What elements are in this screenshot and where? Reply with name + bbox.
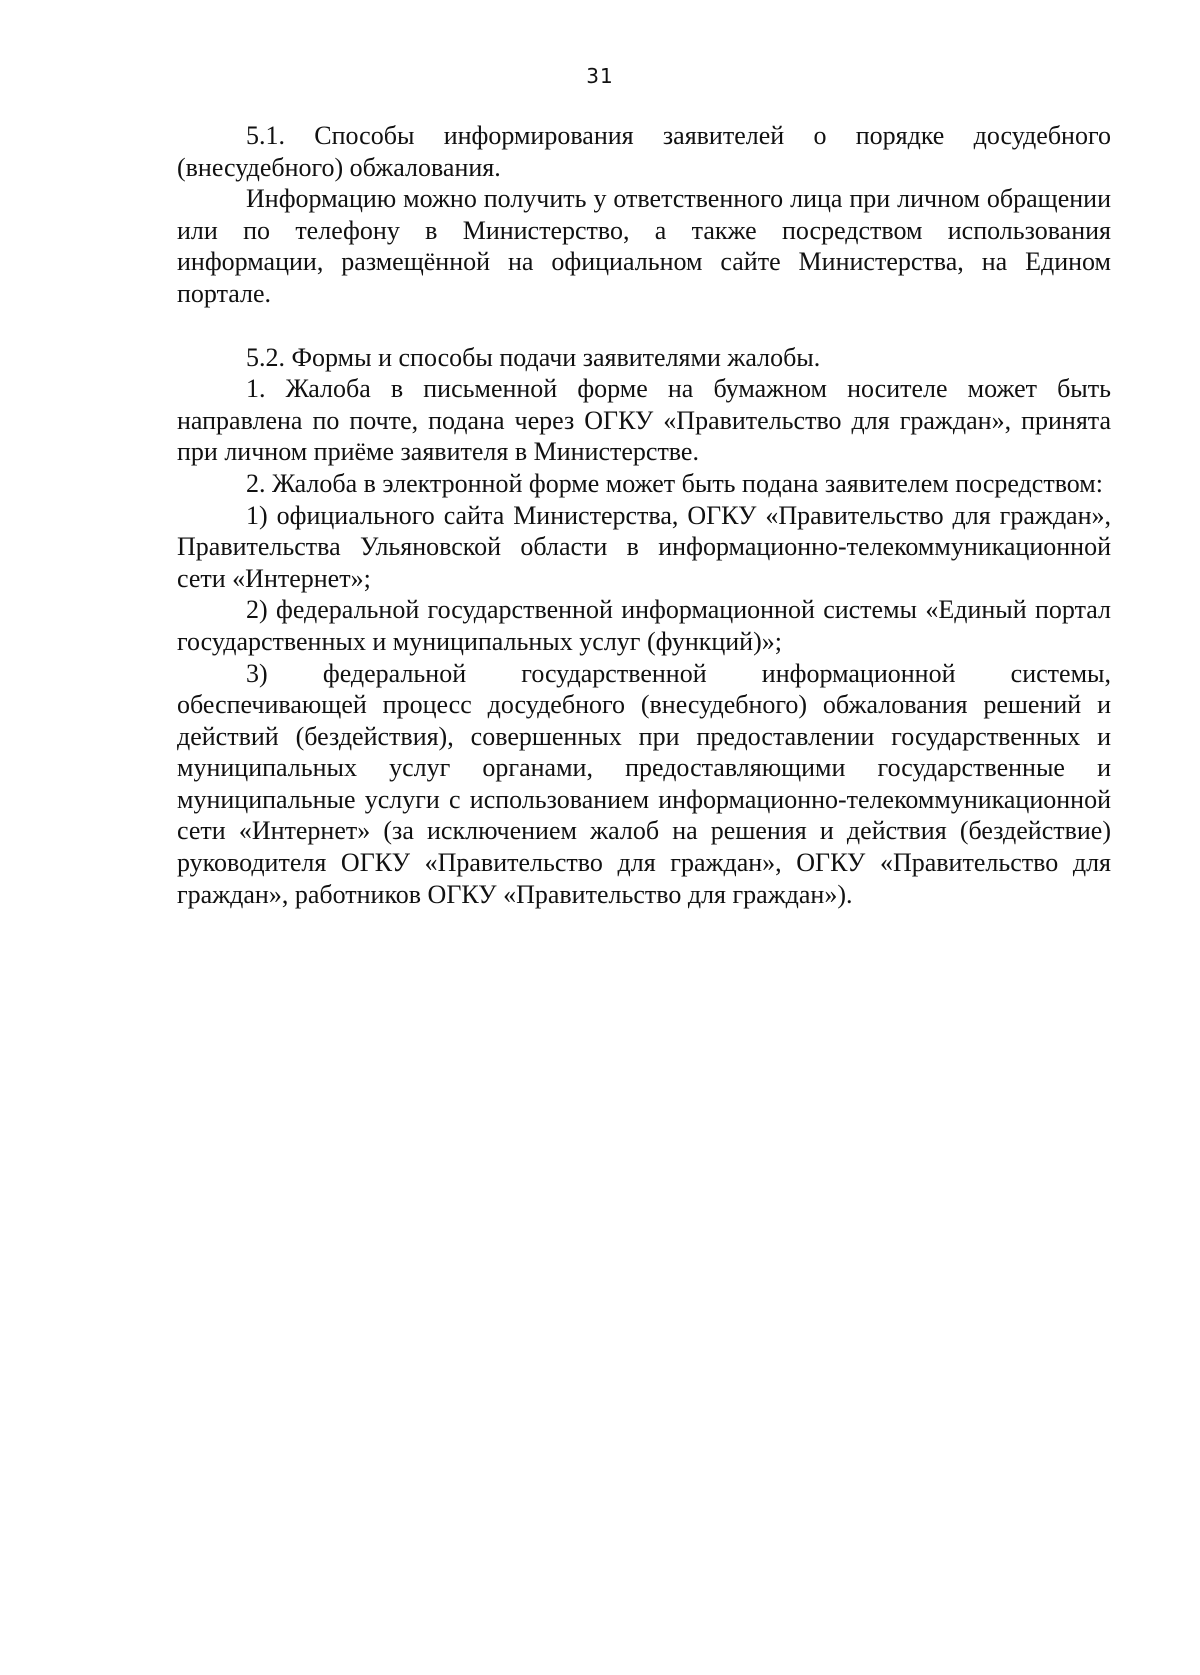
section-5-2-subitem-1: 1) официального сайта Министерства, ОГКУ «Правительство для граждан», Правительства Ульяновской области в информационно-телекоммуникационной сети «Интернет»;: [177, 500, 1111, 593]
section-5-1-heading: 5.1. Способы информирования заявителей о порядке досудебного (внесудебного) обжалования.: [177, 121, 1111, 182]
document-body: [177, 120, 1111, 910]
section-5-1-paragraph: Информацию можно получить у ответственного лица при личном обращении или по телефону в Министерство, а также посредством использования информации, размещённой на официальном сайте Министерства, на Едином портале.: [177, 184, 1111, 308]
section-5-2-subitem-3: 3) федеральной государственной информационной системы, обеспечивающей процесс досудебного (внесудебного) обжалования решений и действий (бездействия), совершенных при предоставлении государственных и муниципальных услуг органами, предоставляющими государственные и муниципальные услуги с использованием информационно-телекоммуникационной сети «Интернет» (за исключением жалоб на решения и действия (бездействие) руководителя ОГКУ «Правительство для граждан», ОГКУ «Правительство для граждан», работников ОГКУ «Правительство для граждан»).: [177, 658, 1111, 909]
section-5-2-heading: 5.2. Формы и способы подачи заявителями жалобы.: [246, 342, 821, 372]
page-number: 31: [586, 64, 614, 88]
section-5-2-item-1: 1. Жалоба в письменной форме на бумажном носителе может быть направлена по почте, подана через ОГКУ «Правительство для граждан», принята при личном приёме заявителя в Министерстве.: [177, 374, 1111, 467]
section-5-2-subitem-2: 2) федеральной государственной информационной системы «Единый портал государственных и муниципальных услуг (функций)»;: [177, 595, 1111, 656]
section-5-2-item-2: 2. Жалоба в электронной форме может быть подана заявителем посредством:: [246, 468, 1103, 498]
section-gap: [177, 310, 1111, 342]
